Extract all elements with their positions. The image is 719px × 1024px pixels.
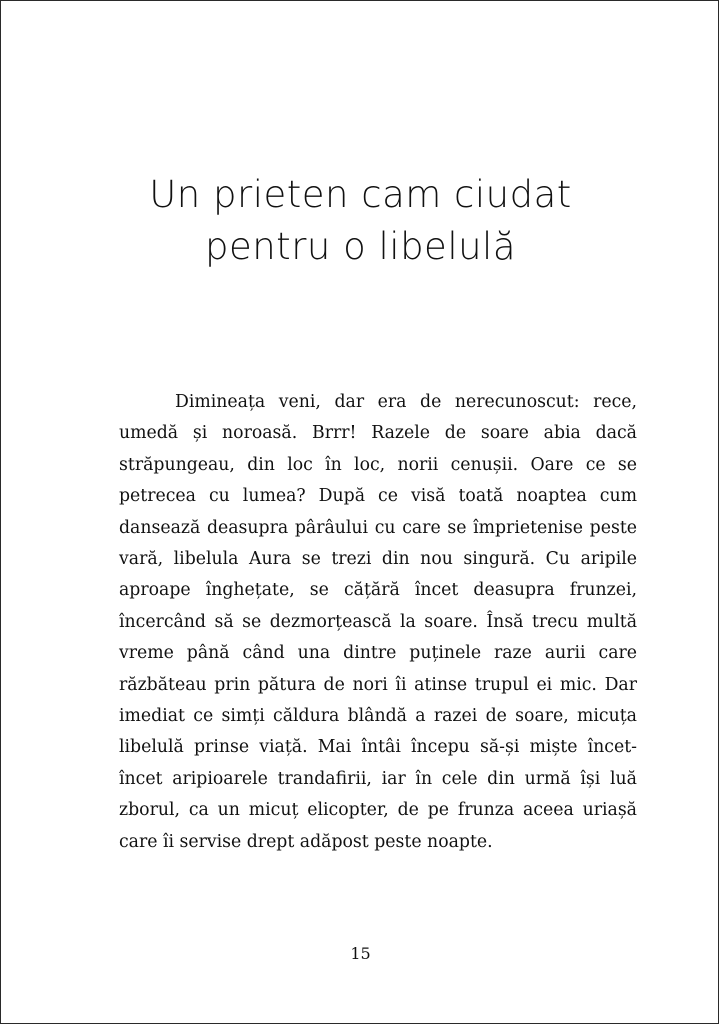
body-text: [119, 387, 637, 858]
body-paragraph: Dimineața veni, dar era de nerecunoscut: rece, umedă și noroasă. Brrr! Razele de soare abia dacă străpungeau, din loc în loc, norii cenușii. Oare ce se petrecea cu lumea? După ce visă toată noaptea cum dansează deasupra pârâului cu care se împrietenise peste vară, libelula Aura se trezi din nou singură. Cu aripile aproape înghețate, se cățără încet deasupra frunzei, încercând să se dezmorțească la soare. Însă trecu multă vreme până când una dintre puținele raze aurii care răzbăteau prin pătura de nori îi atinse trupul ei mic. Dar imediat ce simți căldura blândă a razei de soare, micuța libelulă prinse viață. Mai întâi începu să-și miște încet-încet aripioarele trandafirii, iar în cele din urmă își luă zborul, ca un micuț elicopter, de pe frunza aceea uriașă care îi servise drept adăpost peste noapte.: [119, 392, 637, 852]
chapter-title: [1, 169, 719, 273]
chapter-title-line-2: pentru o libelulă: [204, 225, 517, 268]
page-number: 15: [350, 944, 371, 963]
chapter-title-line-1: Un prieten cam ciudat: [149, 173, 572, 216]
